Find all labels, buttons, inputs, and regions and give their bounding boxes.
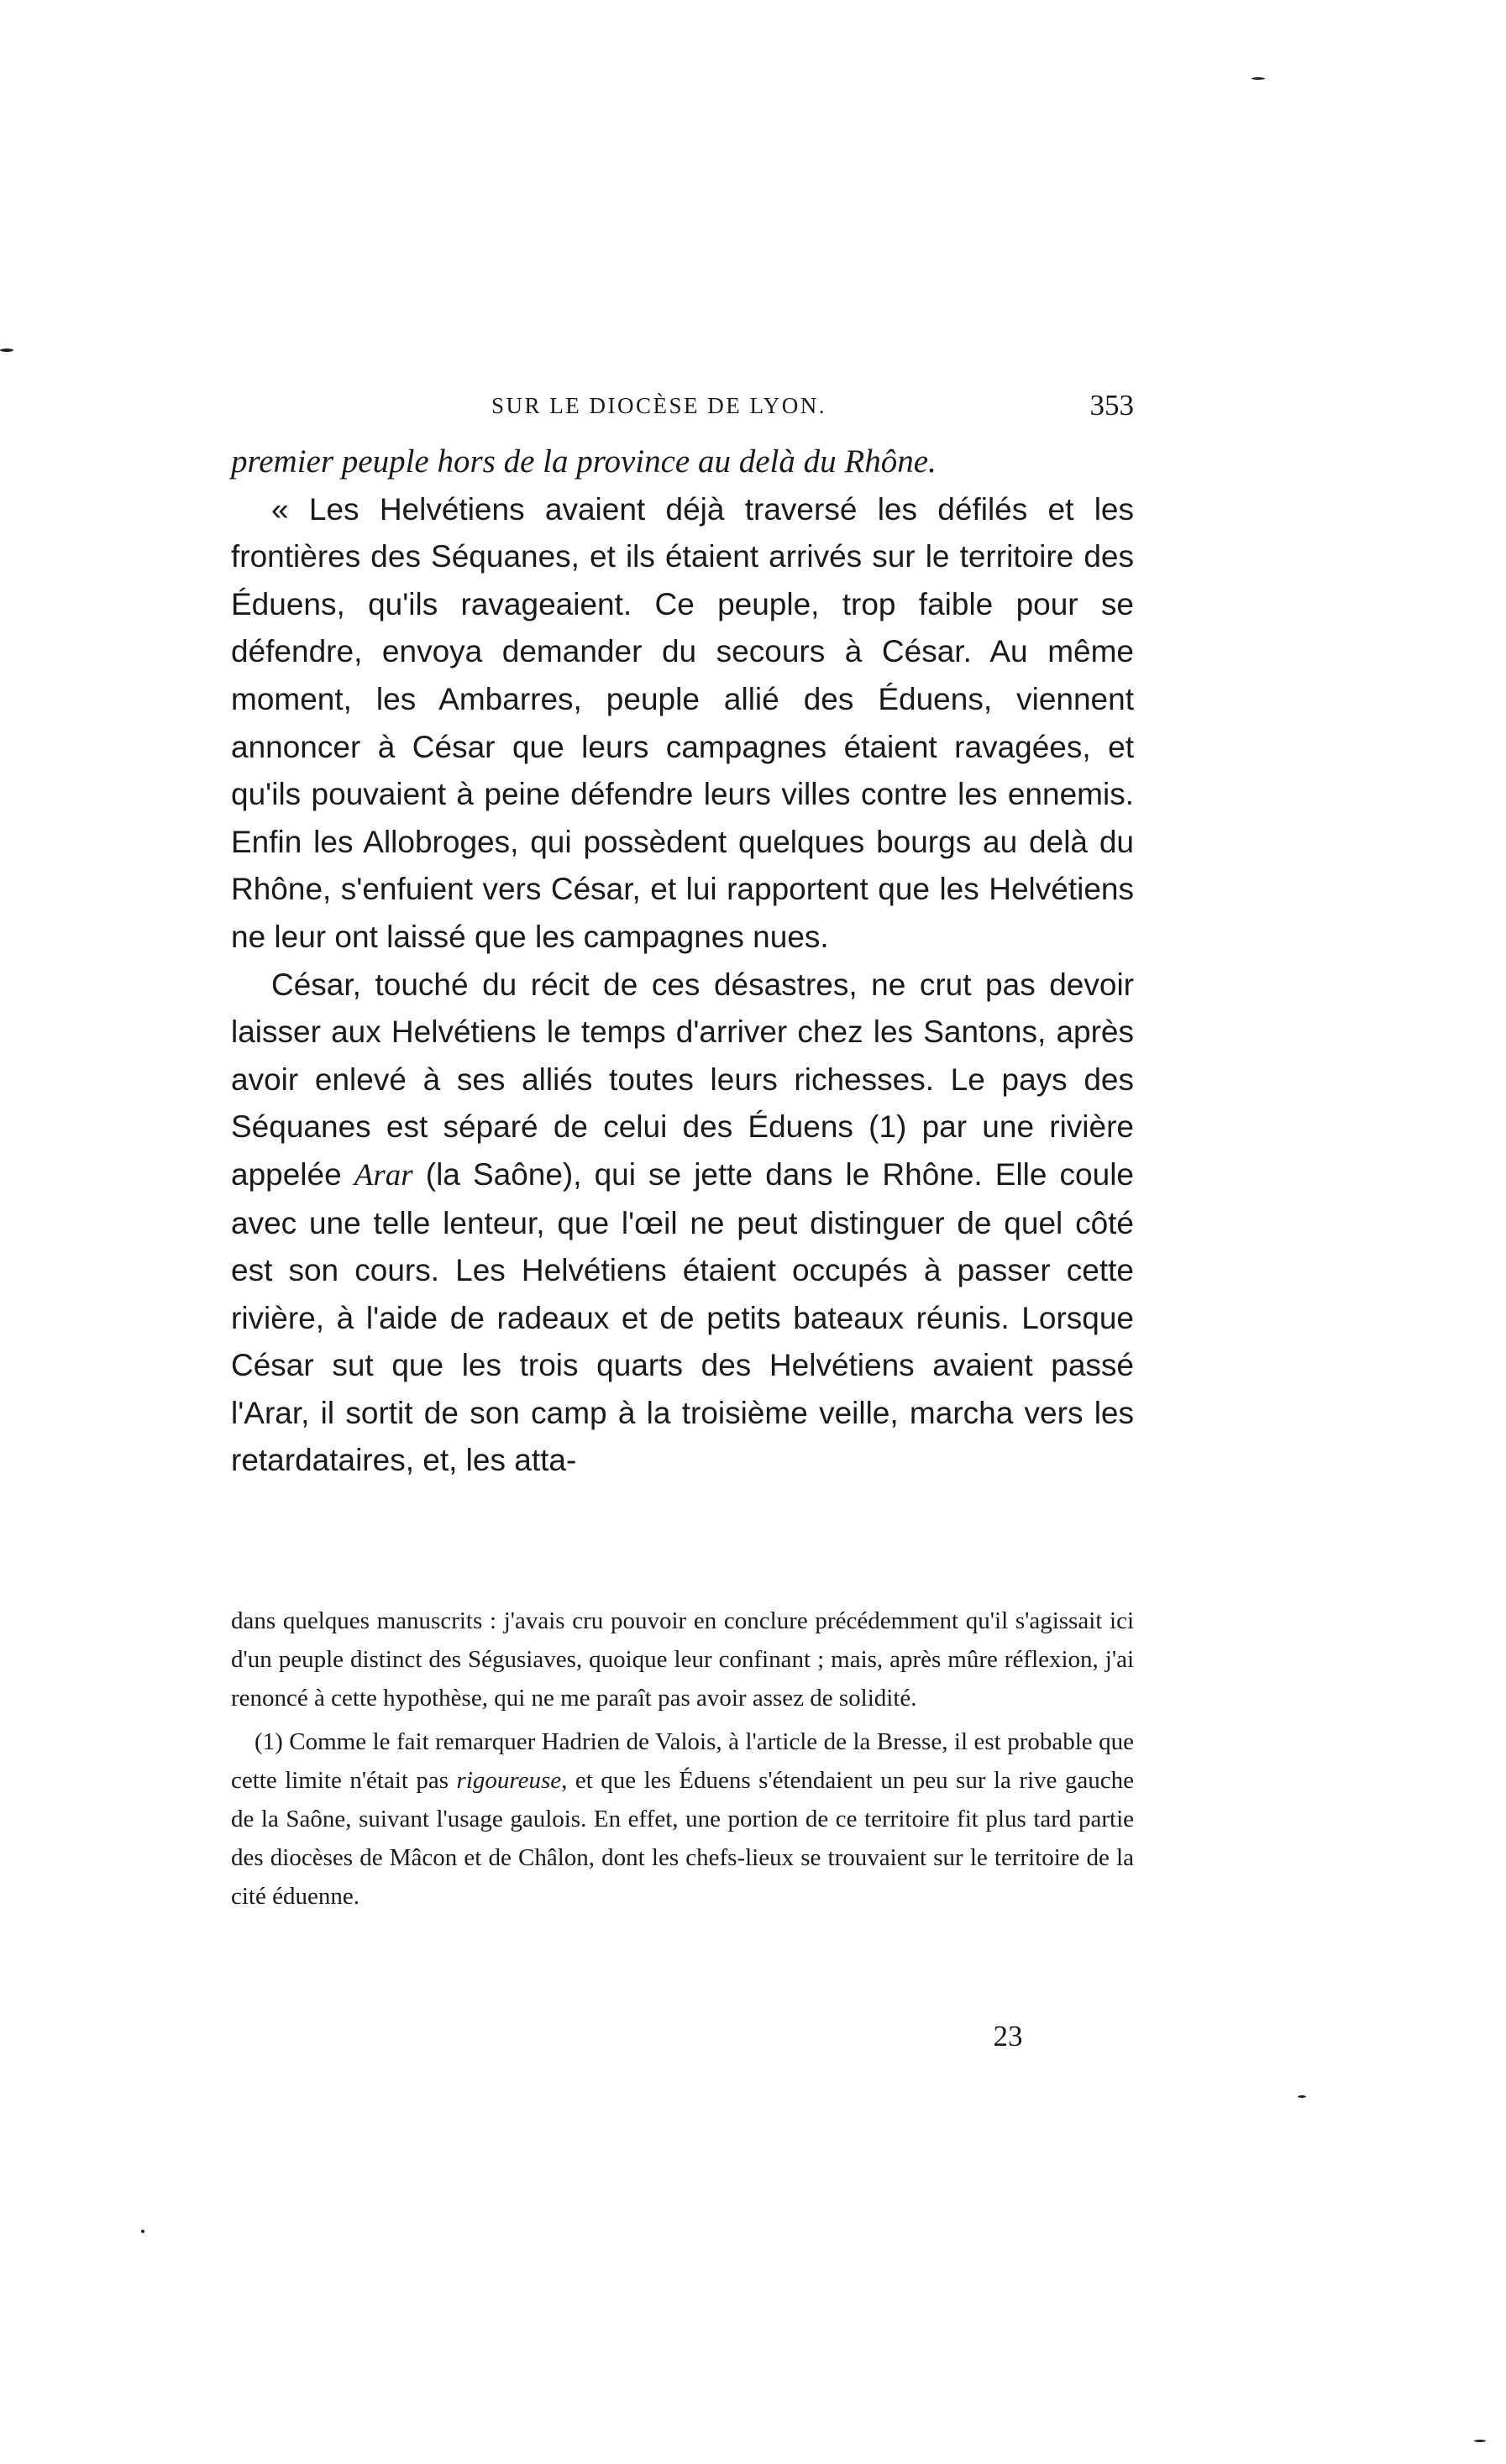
footnote-continuation: dans quelques manuscrits : j'avais cru pouvoir en conclure précédemment qu'il s'agissait ici d'un peuple distinct des Ségusiaves, quoique leur confinant ; mais, après mûre réflexion, j'ai renoncé à cette hypothèse, qui ne me paraît pas avoir assez de solidité. <box>231 1607 1134 1712</box>
scan-speck <box>1252 77 1265 80</box>
paragraph-1: « Les Helvétiens avaient déjà traversé les défilés et les frontières des Séquanes, et ils étaient arrivés sur le territoire des Éduens, qu'ils ravageaient. Ce peuple, trop faible pour se défendre, envoya demander du secours à César. Au même moment, les Ambarres, peuple allié des Éduens, viennent annoncer à César que leurs campagnes étaient ravagées, et qu'ils pouvaient à peine défendre leurs villes contre les ennemis. Enfin les Allobroges, qui possèdent quelques bourgs au delà du Rhône, s'enfuient vers César, et lui rapportent que les Helvétiens ne leur ont laissé que les campagnes nues. <box>231 491 1134 954</box>
paragraph-2-text-a: César, touché du récit de ces désastres, ne crut pas devoir laisser aux Helvétiens le temps d'arriver chez les Santons, après avoir enlevé à ses alliés toutes leurs richesses. Le pays des Séquanes est séparé de celui des Éduens (1) par une rivière appelée <box>231 967 1134 1192</box>
footnote-1 <box>231 1722 1134 1916</box>
scan-speck <box>0 349 13 352</box>
signature-mark: 23 <box>993 2020 1023 2052</box>
paragraph-2-italic: Arar <box>354 1157 413 1193</box>
scan-speck <box>1298 2095 1306 2098</box>
main-text <box>231 438 1134 1485</box>
footnote-1-italic: rigoureuse <box>456 1767 562 1794</box>
scan-speck <box>1474 2440 1486 2442</box>
lead-line: premier peuple hors de la province au delà du Rhône. <box>231 443 937 480</box>
footnotes <box>231 1602 1134 1916</box>
paragraph-2 <box>231 962 1134 1486</box>
footnote-1-text-b: , et que les Éduens s'étendaient un peu sur la rive gauche de la Saône, suivant l'usage gaulois. En effet, une portion de ce territoire fit plus tard partie des diocèses de Mâcon et de Châlon, dont les chefs-lieux se trouvaient sur le territoire de la cité éduenne. <box>231 1767 1134 1910</box>
page-header <box>231 385 1134 427</box>
scan-speck <box>141 2230 144 2233</box>
page-number: 353 <box>1089 389 1134 422</box>
footnote-1-text-a: (1) Comme le fait remarquer Hadrien de Valois, à l'article de la Bresse, il est probable que cette limite n'était pas <box>231 1728 1134 1794</box>
running-title: SUR LE DIOCÈSE DE LYON. <box>491 393 827 418</box>
paragraph-2-text-b: (la Saône), qui se jette dans le Rhône. Elle coule avec une telle lenteur, que l'œil ne peut distinguer de quel côté est son cours. Les Helvétiens étaient occupés à passer cette rivière, à l'aide de radeaux et de petits bateaux réunis. Lorsque César sut que les trois quarts des Helvétiens avaient passé l'Arar, il sortit de son camp à la troisième veille, marcha vers les retardataires, et, les atta- <box>231 1156 1134 1478</box>
